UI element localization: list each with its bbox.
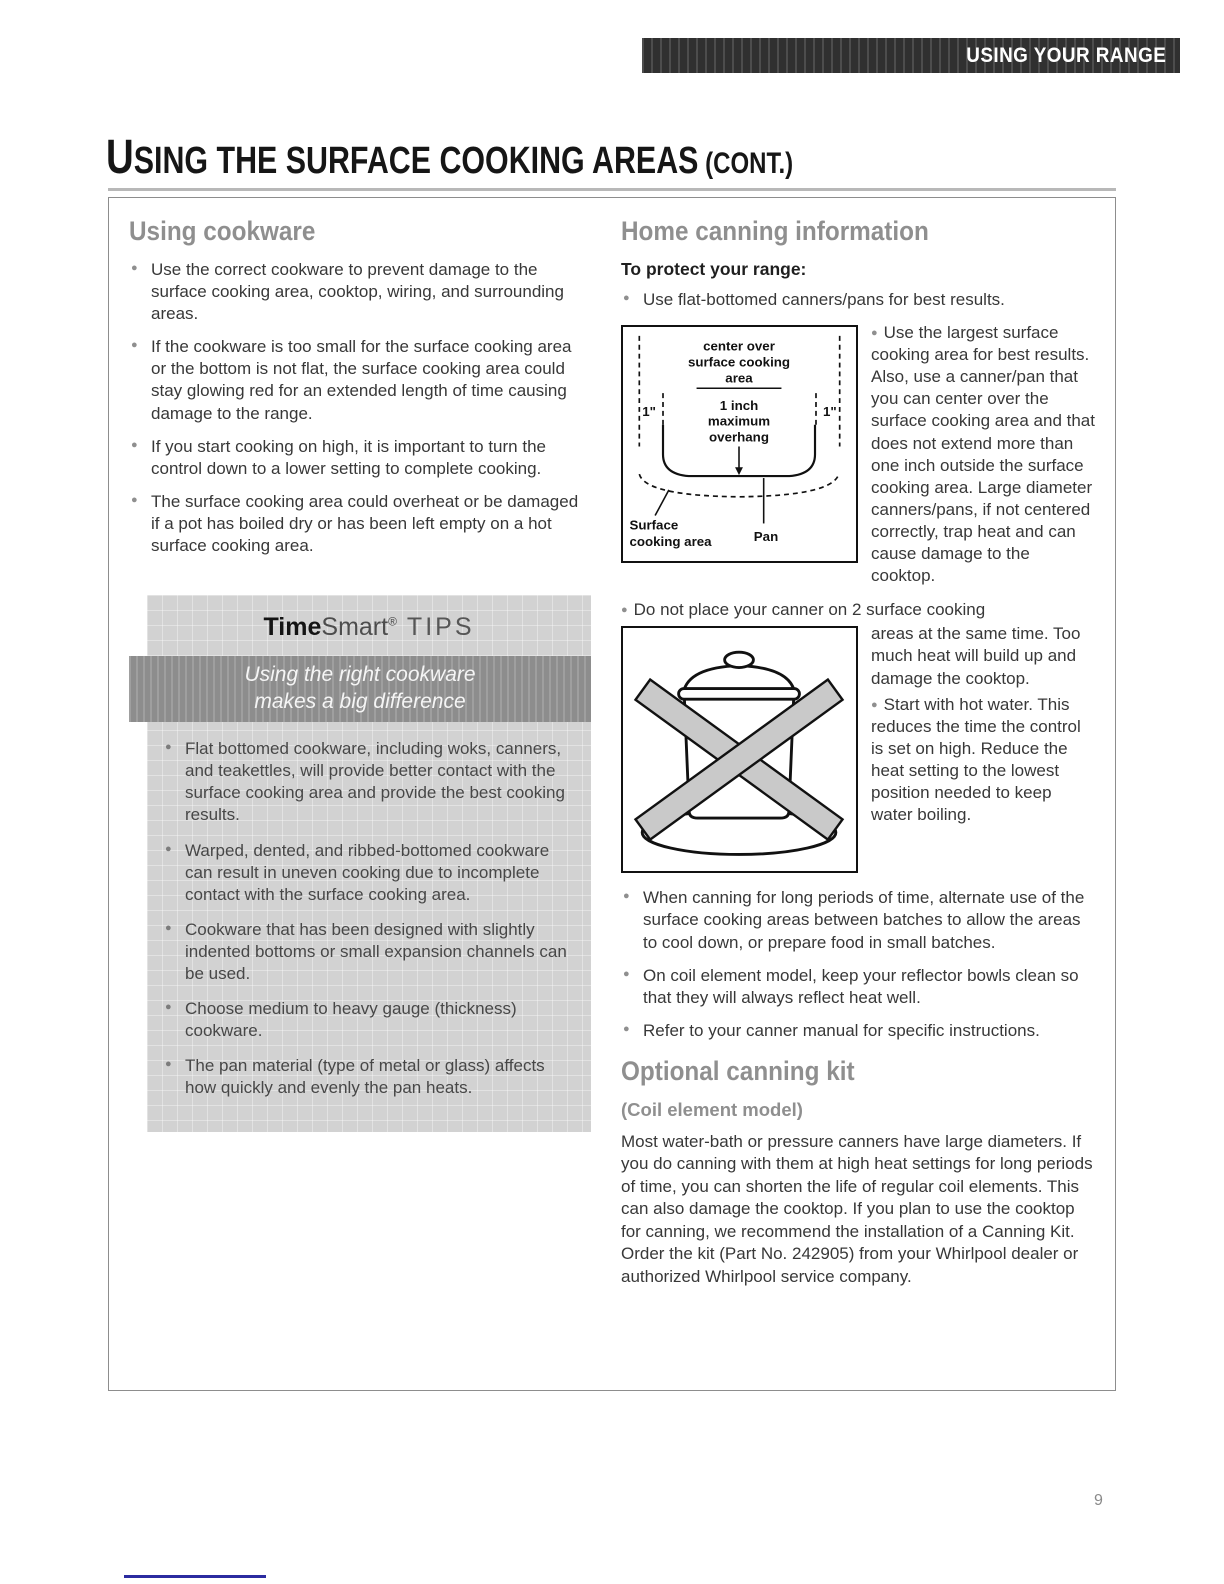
tips-bullet-item: ● The pan material (type of metal or glass) affects how quickly and evenly the pan heats. <box>163 1055 575 1099</box>
largest-area-text: Use the largest surface cooking area for best results. Also, use a canner/pan that you can center over the surface cooking area and that does not extend more than one inch outside the surface cooking area. Large diameter canners/pans, if not centered correctly, trap heat and can cause damage to the cooktop. <box>871 323 1095 586</box>
coil-element-model-subheading: (Coil element model) <box>621 1098 803 1120</box>
diagram-overhang-label-1: 1 inch <box>719 398 759 414</box>
section-heading-home-canning: Home canning information <box>621 216 929 246</box>
registered-mark: ® <box>388 614 397 629</box>
chapter-tab <box>642 38 1180 73</box>
tips-word: TIPS <box>406 613 475 642</box>
bullet-item: ● Use the correct cookware to prevent damage to the surface cooking area, cooktop, wiring, and surrounding areas. <box>129 259 591 325</box>
protect-range-heading: To protect your range: <box>621 259 807 279</box>
page-title <box>106 130 793 185</box>
tips-bullet-item: ● Cookware that has been designed with slightly indented bottoms or small expansion channels can be used. <box>163 919 575 985</box>
overhang-diagram <box>625 330 854 558</box>
title-cont: (CONT.) <box>698 147 794 180</box>
overhang-diagram-frame <box>621 325 858 563</box>
overhang-section <box>621 322 1095 587</box>
bullet-item: ● On coil element model, keep your reflector bowls clean so that they will always reflect heat well. <box>621 965 1095 1009</box>
brand-light: Smart <box>321 613 389 642</box>
tips-bullet-item: ● Flat bottomed cookware, including woks, canners, and teakettles, will provide better contact with the surface cooking area and provide the best cooking results. <box>163 738 575 826</box>
diagram-surface-label-2: cooking area <box>629 534 712 550</box>
bullet-dot: ● <box>871 327 878 340</box>
title-main: SING THE SURFACE COOKING AREAS <box>133 140 699 182</box>
diagram-overhang-label-3: overhang <box>709 429 769 445</box>
timesmart-tips-box <box>147 595 591 1132</box>
canner-lead-text: Do not place your canner on 2 surface cooking <box>633 600 986 620</box>
diagram-center-label-3: area <box>725 370 753 386</box>
title-initial: U <box>106 131 134 184</box>
timesmart-tips-title <box>163 613 575 642</box>
optional-canning-kit-body: Most water-bath or pressure canners have large diameters. If you do canning with them at high heat settings for long periods of time, you can shorten the life of regular coil elements. This can also damage the cooktop. If you plan to use the cooktop for canning, we recommend the installation of a Canning Kit. Order the kit (Part No. 242905) from your Whirlpool dealer or authorized Whirlpool service company. <box>621 1131 1093 1286</box>
bottom-margin-mark <box>124 1575 266 1578</box>
diagram-overhang-label-2: maximum <box>707 413 771 429</box>
tips-bullet-item: ● Warped, dented, and ribbed-bottomed cookware can result in uneven cooking due to incomplete contact with the surface cooking area. <box>163 840 575 906</box>
bullet-item: ● Use flat-bottomed canners/pans for best results. <box>621 289 1095 311</box>
canner-wrap-text: areas at the same time. Too much heat will build up and damage the cooktop. <box>871 624 1081 688</box>
section-heading-optional-canning-kit: Optional canning kit <box>621 1055 855 1086</box>
canner-crossed-image <box>628 633 851 866</box>
hot-water-text: Start with hot water. This reduces the time the control is set on high. Reduce the heat setting to the lowest position needed to keep water boiling. <box>871 694 1081 825</box>
brand-bold: Time <box>263 613 322 642</box>
title-rule <box>108 188 1116 191</box>
bullet-dot: ● <box>871 698 878 711</box>
diagram-center-label-2: surface cooking <box>687 354 791 370</box>
diagram-pan-label: Pan <box>753 529 779 545</box>
page-number: 9 <box>1094 1492 1103 1509</box>
tips-banner-line1: Using the right cookware <box>244 663 476 687</box>
chapter-tab-label: USING YOUR RANGE <box>965 43 1166 67</box>
left-column <box>129 212 591 1376</box>
diagram-inch-left: 1" <box>642 403 656 419</box>
diagram-center-label-1: center over <box>703 338 775 354</box>
right-column <box>621 212 1095 1376</box>
canner-bullet-lead <box>621 599 1095 621</box>
tips-bullet-item: ● Choose medium to heavy gauge (thickness) cookware. <box>163 998 575 1042</box>
bullet-item: ● If you start cooking on high, it is important to turn the control down to a lower setting to complete cooking. <box>129 436 591 480</box>
tips-banner-line2: makes a big difference <box>254 690 466 714</box>
bullet-item: ● If the cookware is too small for the surface cooking area or the bottom is not flat, the surface cooking area could stay glowing red for an extended length of time causing damage to the range. <box>129 336 591 424</box>
tips-banner <box>129 656 591 722</box>
diagram-inch-right: 1" <box>823 403 837 419</box>
section-heading-using-cookware: Using cookware <box>129 216 316 246</box>
content-box <box>108 197 1116 1391</box>
bullet-item: ● Refer to your canner manual for specific instructions. <box>621 1020 1095 1042</box>
diagram-surface-label-1: Surface <box>629 517 679 533</box>
canner-section <box>621 623 1095 826</box>
bullet-dot: ● <box>621 604 628 617</box>
canner-figure-frame <box>621 626 858 873</box>
bullet-item: ● When canning for long periods of time, alternate use of the surface cooking areas between batches to allow the areas to cool down, or prepare food in small batches. <box>621 887 1095 953</box>
bullet-item: ● The surface cooking area could overheat or be damaged if a pot has boiled dry or has been left empty on a hot surface cooking area. <box>129 491 591 557</box>
